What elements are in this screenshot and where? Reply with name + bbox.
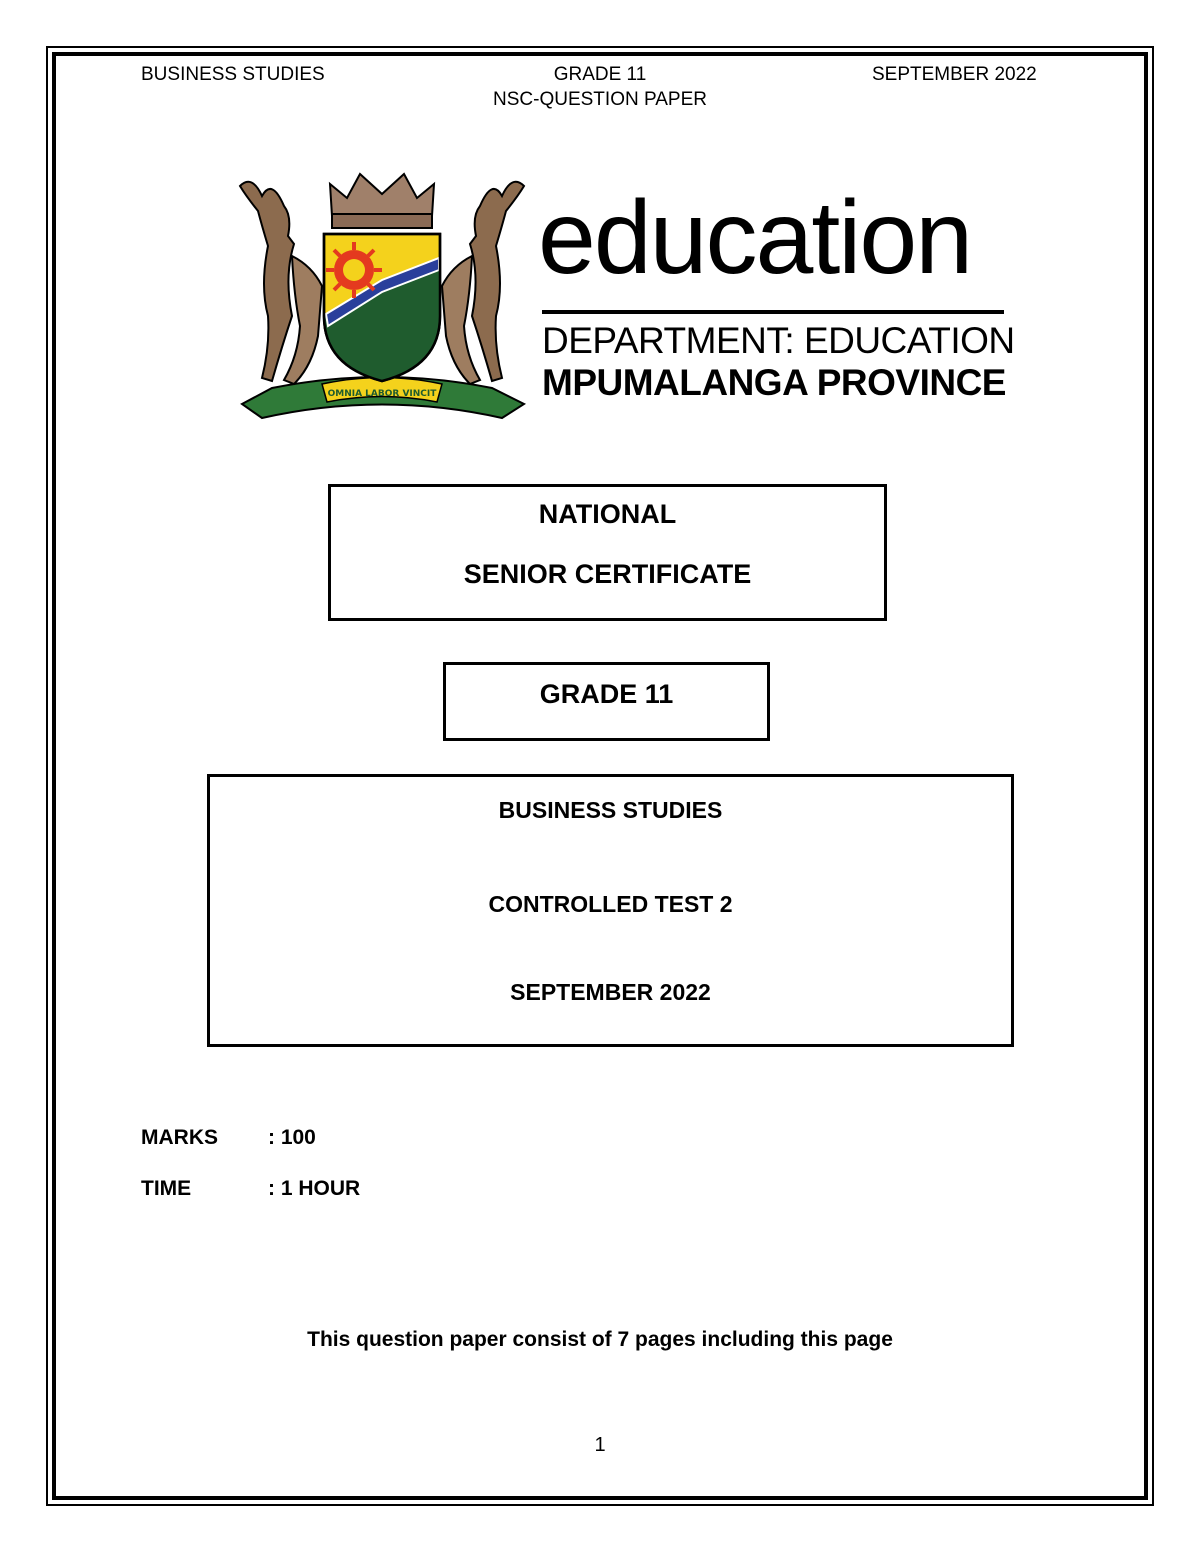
header-grade: GRADE 11 [553,64,647,85]
subject-box [207,774,1014,1047]
time-value: : 1 HOUR [268,1177,361,1200]
province-name: MPUMALANGA PROVINCE [542,362,1006,403]
crest-motto: OMNIA LABOR VINCIT [327,389,437,399]
time-label: TIME [141,1177,192,1200]
marks-value: : 100 [268,1126,316,1149]
certificate-box [328,484,887,621]
marks-label: MARKS [141,1126,218,1149]
grade-heading: GRADE 11 [539,679,674,709]
date-heading: SEPTEMBER 2022 [510,979,711,1005]
national-heading: NATIONAL [538,499,677,529]
page-number: 1 [594,1434,606,1456]
subject-heading: BUSINESS STUDIES [498,797,723,823]
test-heading: CONTROLLED TEST 2 [488,891,733,917]
senior-certificate-heading: SENIOR CERTIFICATE [463,559,752,589]
grade-box [443,662,770,741]
wordmark-rule [542,310,1004,314]
header-subject: BUSINESS STUDIES [141,64,325,85]
page-count-note: This question paper consist of 7 pages including this page [307,1328,893,1351]
education-wordmark: education [538,180,972,296]
header-paper-type: NSC-QUESTION PAPER [493,89,707,110]
coat-of-arms-logo [232,166,532,438]
header-date: SEPTEMBER 2022 [872,64,1037,85]
department-name: DEPARTMENT: EDUCATION [542,320,1015,361]
